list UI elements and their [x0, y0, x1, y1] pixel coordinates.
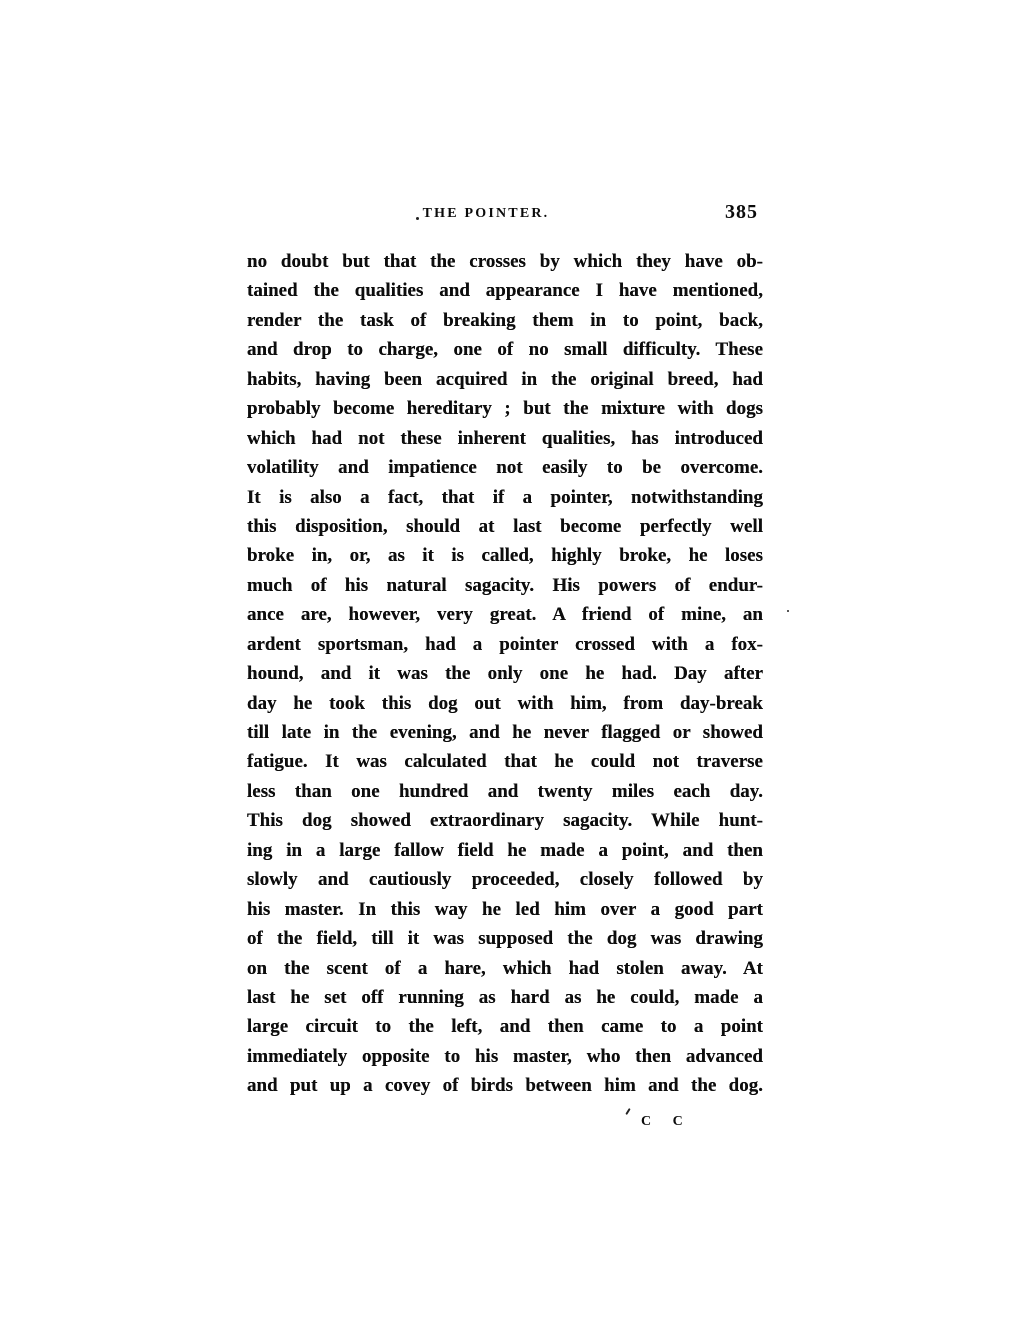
text-line: fatigue. It was calculated that he could not traverse: [247, 751, 763, 773]
text-line: It is also a fact, that if a pointer, notwithstanding: [247, 486, 763, 508]
text-line: of the field, till it was supposed the dog was drawing: [247, 928, 763, 950]
running-head-title: THE POINTER.: [422, 206, 550, 221]
text-line: which had not these inherent qualities, has introduced: [247, 427, 763, 449]
text-line: ance are, however, very great. A friend of mine, an: [247, 604, 763, 626]
text-line: and put up a covey of birds between him and the dog.: [247, 1075, 763, 1097]
text-line: tained the qualities and appearance I have mentioned,: [247, 280, 763, 302]
text-line: broke in, or, as it is called, highly broke, he loses: [247, 545, 763, 567]
text-line: large circuit to the left, and then came to a point: [247, 1016, 763, 1038]
text-line: much of his natural sagacity. His powers of endur-: [247, 574, 763, 596]
text-line: render the task of breaking them in to point, back,: [247, 309, 763, 331]
page-body: [247, 247, 763, 1101]
ink-speck: [416, 217, 419, 220]
ink-speck-tick: [625, 1108, 630, 1115]
text-line: till late in the evening, and he never flagged or showed: [247, 722, 763, 743]
text-line: immediately opposite to his master, who then advanced: [247, 1045, 763, 1067]
text-line: his master. In this way he led him over a good part: [247, 898, 763, 920]
text-line: slowly and cautiously proceeded, closely followed by: [247, 869, 763, 891]
page-number: 385: [725, 201, 758, 223]
text-line: day he took this dog out with him, from day-break: [247, 692, 763, 714]
signature-mark: C C: [641, 1114, 692, 1129]
text-line: no doubt but that the crosses by which they have ob-: [247, 251, 763, 272]
text-line: and drop to charge, one of no small difficulty. These: [247, 339, 763, 361]
text-line: hound, and it was the only one he had. Day after: [247, 663, 763, 685]
text-line: ing in a large fallow field he made a point, and then: [247, 839, 763, 861]
text-line: last he set off running as hard as he could, made a: [247, 986, 763, 1008]
text-line: ardent sportsman, had a pointer crossed with a fox-: [247, 633, 763, 655]
ink-speck: [787, 610, 789, 612]
text-line: this disposition, should at last become perfectly well: [247, 515, 763, 537]
text-line: less than one hundred and twenty miles each day.: [247, 780, 763, 802]
text-line: on the scent of a hare, which had stolen away. At: [247, 957, 763, 979]
text-line: volatility and impatience not easily to be overcome.: [247, 457, 763, 479]
text-line: habits, having been acquired in the original breed, had: [247, 368, 763, 390]
text-line: probably become hereditary ; but the mixture with dogs: [247, 398, 763, 420]
text-line: This dog showed extraordinary sagacity. While hunt-: [247, 810, 763, 832]
